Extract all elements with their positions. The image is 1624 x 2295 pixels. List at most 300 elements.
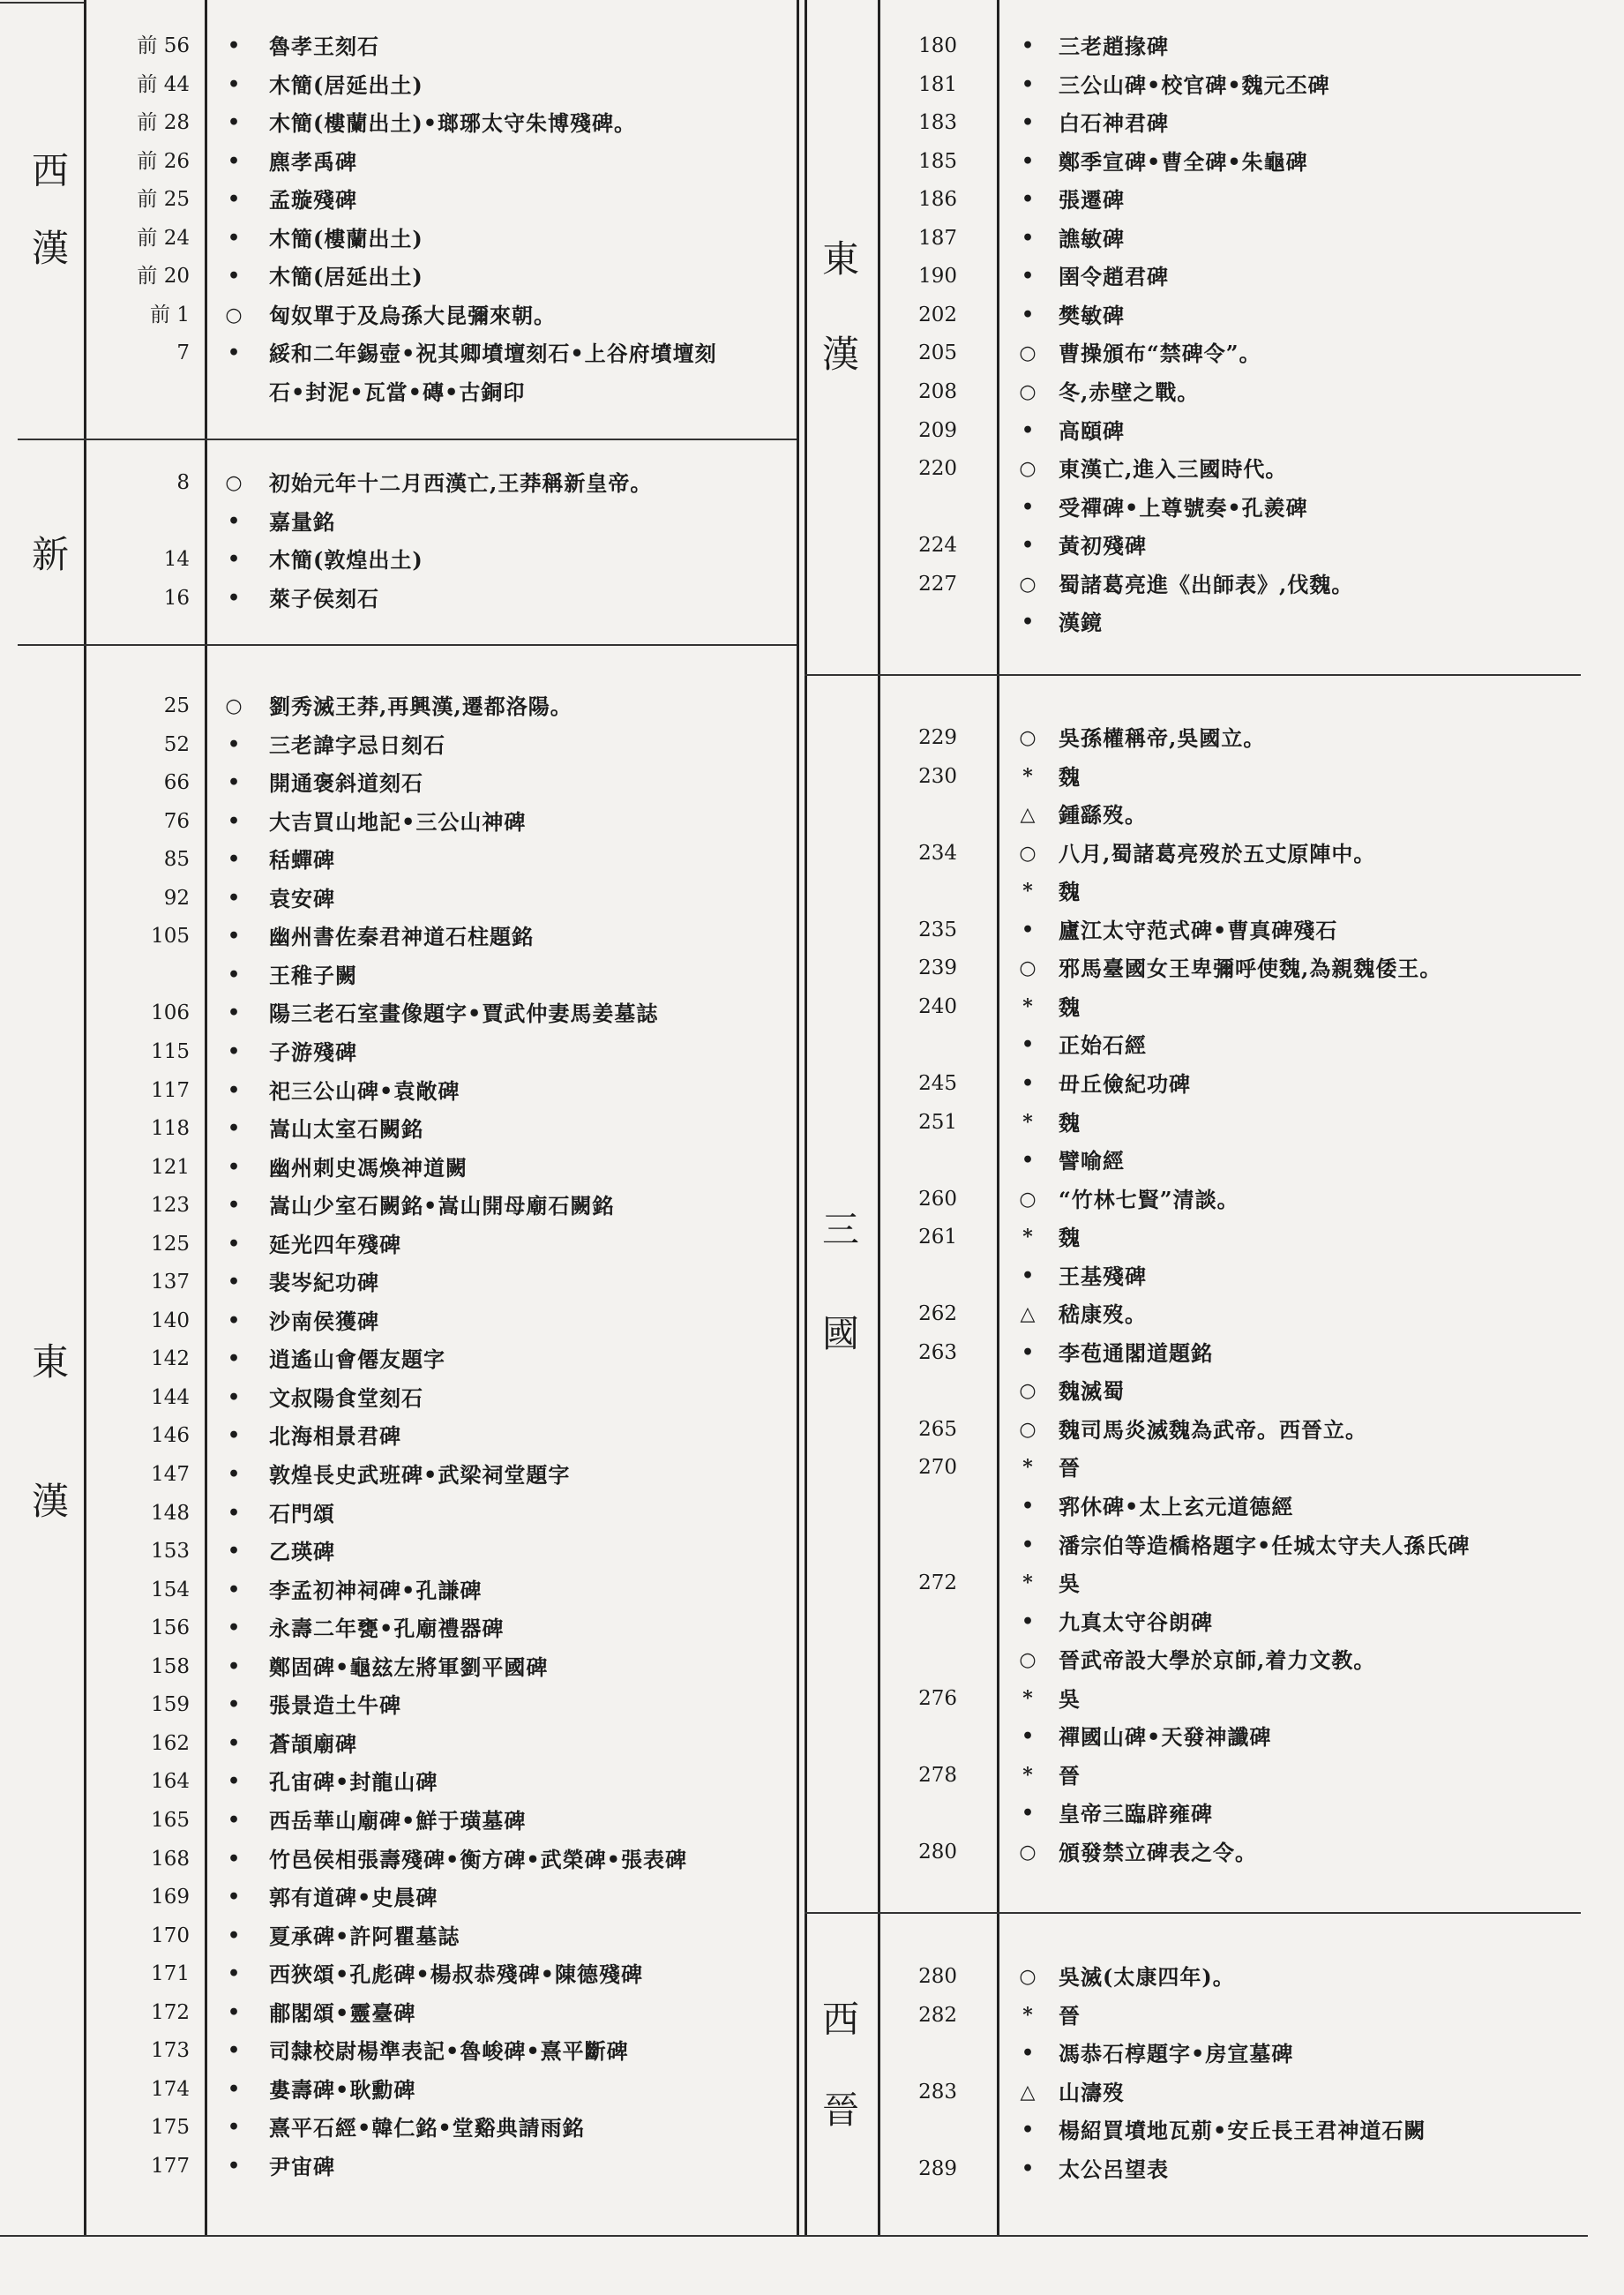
entry-text: 圉令趙君碑 — [1059, 264, 1169, 290]
year-label: 106 — [151, 1001, 190, 1025]
dot-marker-icon: • — [227, 1654, 241, 1678]
dot-marker-icon: • — [227, 1962, 241, 1986]
entry-text: 祀三公山碑•袁敞碑 — [269, 1077, 460, 1104]
year-label: 245 — [918, 1071, 957, 1095]
year-label: 262 — [918, 1302, 957, 1326]
year-label: 156 — [151, 1616, 190, 1640]
year-label: 283 — [918, 2080, 957, 2104]
year-label: 170 — [151, 1924, 190, 1947]
dot-marker-icon: • — [227, 1924, 241, 1947]
entry-text: 木簡(居延出土) — [269, 71, 423, 98]
entry-text: 晉 — [1059, 1455, 1081, 1481]
entry-text: 鄭季宣碑•曹全碑•朱龜碑 — [1059, 148, 1308, 175]
dot-marker-icon: • — [227, 1078, 241, 1102]
entry-text: 譙敏碑 — [1059, 225, 1125, 251]
year-label: 177 — [151, 2154, 190, 2178]
year-label: 前 26 — [137, 149, 190, 173]
entry-text: 張景造土牛碑 — [269, 1692, 401, 1719]
entry-text: 夏承碑•許阿瞿墓誌 — [269, 1923, 460, 1949]
year-label: 235 — [918, 918, 957, 941]
year-label: 172 — [151, 2000, 190, 2024]
entry-text: 三老諱字忌日刻石 — [269, 731, 445, 758]
entry-text: 東漢亡,進入三國時代。 — [1059, 456, 1288, 483]
year-label: 137 — [151, 1271, 190, 1294]
right-year-rule — [997, 0, 999, 2237]
dot-marker-icon: • — [227, 1039, 241, 1063]
year-label: 8 — [176, 471, 190, 494]
entry-text: 魏司馬炎滅魏為武帝。西晉立。 — [1059, 1416, 1367, 1443]
year-label: 276 — [918, 1686, 957, 1710]
year-label: 118 — [151, 1117, 190, 1141]
dot-marker-icon: • — [227, 2154, 241, 2178]
year-label: 164 — [151, 1770, 190, 1794]
dot-marker-icon: • — [1021, 495, 1035, 519]
dot-marker-icon: • — [227, 732, 241, 756]
year-label: 153 — [151, 1540, 190, 1564]
dot-marker-icon: • — [227, 1616, 241, 1640]
entry-text: 漢鏡 — [1059, 610, 1103, 636]
dot-marker-icon: • — [1021, 149, 1035, 173]
circle-marker-icon: ○ — [1019, 341, 1037, 365]
year-label: 168 — [151, 1847, 190, 1871]
left-year-rule — [205, 0, 207, 2237]
entry-text: 匈奴單于及烏孫大昆彌來朝。 — [269, 302, 556, 328]
circle-marker-icon: ○ — [1019, 1379, 1037, 1403]
entry-text: 婁壽碑•耿勳碑 — [269, 2076, 416, 2103]
dot-marker-icon: • — [227, 848, 241, 872]
dot-marker-icon: • — [227, 1232, 241, 1256]
star-marker-icon: * — [1022, 1226, 1033, 1249]
section-divider-xihan-xin — [18, 439, 797, 440]
year-label: 121 — [151, 1155, 190, 1179]
dot-marker-icon: • — [227, 925, 241, 949]
dot-marker-icon: • — [1021, 226, 1035, 250]
dot-marker-icon: • — [227, 1385, 241, 1409]
entry-text: 譬喻經 — [1059, 1148, 1125, 1174]
dot-marker-icon: • — [227, 1847, 241, 1871]
entry-text: 皇帝三臨辟雍碑 — [1059, 1801, 1213, 1827]
left-era-rule — [84, 0, 86, 2237]
dot-marker-icon: • — [227, 2000, 241, 2024]
dot-marker-icon: • — [1021, 2042, 1035, 2066]
dot-marker-icon: • — [227, 548, 241, 572]
dot-marker-icon: • — [227, 1770, 241, 1794]
entry-text: 子游殘碑 — [269, 1039, 357, 1065]
era-label-xihan: 西 漢 — [31, 149, 69, 270]
year-label: 174 — [151, 2077, 190, 2101]
circle-marker-icon: ○ — [1019, 1648, 1037, 1672]
dot-marker-icon: • — [227, 2039, 241, 2063]
entry-text: 魏 — [1059, 879, 1081, 905]
entry-text: 鍾繇歿。 — [1059, 802, 1147, 829]
year-label: 202 — [918, 303, 957, 326]
circle-marker-icon: ○ — [1019, 1965, 1037, 1988]
year-label: 187 — [918, 226, 957, 250]
dot-marker-icon: • — [227, 34, 241, 57]
circle-marker-icon: ○ — [225, 694, 243, 717]
star-marker-icon: * — [1022, 2003, 1033, 2027]
year-label: 52 — [163, 732, 190, 756]
entry-text: 白石神君碑 — [1059, 110, 1169, 137]
dot-marker-icon: • — [227, 1731, 241, 1755]
entry-text: 初始元年十二月西漢亡,王莽稱新皇帝。 — [269, 470, 653, 496]
section-divider-sanguo-xijin — [805, 1912, 1581, 1914]
year-label: 180 — [918, 34, 957, 57]
year-label: 前 28 — [137, 111, 190, 135]
entry-text: 西狹頌•孔彪碑•楊叔恭殘碑•陳德殘碑 — [269, 1961, 644, 1988]
entry-text: 陽三老石室畫像題字•賈武仲妻馬姜墓誌 — [269, 1001, 659, 1027]
entry-text: 郙閣頌•靈臺碑 — [269, 1999, 416, 2026]
entry-text: 晉 — [1059, 2002, 1081, 2029]
triangle-marker-icon: △ — [1020, 803, 1036, 827]
entry-text: 郛休碑•太上玄元道德經 — [1059, 1494, 1294, 1519]
dot-marker-icon: • — [1021, 1609, 1035, 1633]
dot-marker-icon: • — [1021, 2156, 1035, 2180]
entry-text: 幽州書佐秦君神道石柱題銘 — [269, 924, 534, 950]
entry-text: 張遷碑 — [1059, 187, 1125, 214]
entry-text: 劉秀滅王莽,再興漢,遷都洛陽。 — [269, 694, 573, 719]
entry-text: 魯孝王刻石 — [269, 34, 379, 59]
year-label: 16 — [163, 586, 190, 610]
entry-text: 石門頌 — [269, 1500, 335, 1526]
entry-text: 郭有道碑•史晨碑 — [269, 1885, 438, 1911]
star-marker-icon: * — [1022, 1763, 1033, 1787]
year-label: 230 — [918, 764, 957, 788]
star-marker-icon: * — [1022, 994, 1033, 1018]
dot-marker-icon: • — [1021, 1725, 1035, 1749]
entry-text: 太公呂望表 — [1059, 2156, 1169, 2182]
entry-text: 毌丘儉紀功碑 — [1059, 1070, 1191, 1097]
entry-text: 嵩山少室石闕銘•嵩山開母廟石闕銘 — [269, 1193, 615, 1219]
dot-marker-icon: • — [227, 226, 241, 250]
dot-marker-icon: • — [1021, 188, 1035, 212]
era-label-xijin: 西 晉 — [821, 1998, 859, 2132]
dot-marker-icon: • — [1021, 918, 1035, 941]
year-label: 146 — [151, 1424, 190, 1448]
year-label: 208 — [918, 379, 957, 403]
year-label: 209 — [918, 418, 957, 442]
bottom-rule — [0, 2235, 1588, 2237]
year-label: 220 — [918, 457, 957, 481]
year-label: 260 — [918, 1187, 957, 1211]
entry-text: 魏滅蜀 — [1059, 1378, 1125, 1405]
dot-marker-icon: • — [1021, 1340, 1035, 1364]
year-label: 前 24 — [137, 226, 190, 250]
year-label: 227 — [918, 572, 957, 596]
entry-text: 幽州刺史馮煥神道闕 — [269, 1154, 468, 1181]
entry-text: 吳滅(太康四年)。 — [1059, 1964, 1235, 1990]
entry-text: 頒發禁立碑表之令。 — [1059, 1839, 1257, 1865]
entry-text: 樊敏碑 — [1059, 302, 1125, 328]
year-label: 147 — [151, 1463, 190, 1486]
star-marker-icon: * — [1022, 1456, 1033, 1480]
entry-text: 尹宙碑 — [269, 2153, 335, 2179]
year-label: 105 — [151, 925, 190, 949]
entry-text: 延光四年殘碑 — [269, 1231, 401, 1257]
dot-marker-icon: • — [227, 2077, 241, 2101]
dot-marker-icon: • — [227, 111, 241, 135]
dot-marker-icon: • — [227, 1155, 241, 1179]
year-label: 229 — [918, 726, 957, 749]
entry-text: 高頤碑 — [1059, 417, 1125, 444]
year-label: 154 — [151, 1578, 190, 1601]
entry-text: 木簡(敦煌出土) — [269, 547, 423, 574]
entry-text: 三公山碑•校官碑•魏元丕碑 — [1059, 71, 1330, 98]
entry-text: 王稚子闕 — [269, 962, 357, 988]
dot-marker-icon: • — [227, 1693, 241, 1717]
year-label: 280 — [918, 1965, 957, 1988]
dot-marker-icon: • — [227, 1117, 241, 1141]
entry-text: 永壽二年甕•孔廟禮器碑 — [269, 1616, 505, 1642]
entry-text: 袁安碑 — [269, 885, 335, 911]
triangle-marker-icon: △ — [1020, 1302, 1036, 1326]
circle-marker-icon: ○ — [225, 471, 243, 494]
dot-marker-icon: • — [227, 1309, 241, 1332]
star-marker-icon: * — [1022, 1571, 1033, 1595]
center-rule-a — [797, 0, 799, 2237]
star-marker-icon: * — [1022, 1110, 1033, 1134]
dot-marker-icon: • — [1021, 111, 1035, 135]
entry-text: 木簡(樓蘭出土) — [269, 225, 423, 251]
dot-marker-icon: • — [227, 1463, 241, 1486]
entry-text: 廬江太守范式碑•曹真碑殘石 — [1059, 917, 1338, 943]
entry-text: 孟璇殘碑 — [269, 187, 357, 214]
entry-text: 文叔陽食堂刻石 — [269, 1384, 423, 1411]
dot-marker-icon: • — [227, 1001, 241, 1025]
dot-marker-icon: • — [1021, 611, 1035, 634]
year-label: 261 — [918, 1226, 957, 1249]
entry-text: 黃初殘碑 — [1059, 533, 1147, 559]
dot-marker-icon: • — [227, 1540, 241, 1564]
entry-text: “竹林七賢”清談。 — [1059, 1186, 1239, 1212]
year-label: 282 — [918, 2003, 957, 2027]
entry-text: 北海相景君碑 — [269, 1423, 401, 1450]
dot-marker-icon: • — [1021, 1149, 1035, 1173]
year-label: 181 — [918, 72, 957, 96]
year-label: 186 — [918, 188, 957, 212]
entry-text: 逍遙山會僊友題字 — [269, 1346, 445, 1373]
entry-text: 晉 — [1059, 1762, 1081, 1789]
dot-marker-icon: • — [227, 509, 241, 533]
year-label: 76 — [163, 809, 190, 833]
year-label: 205 — [918, 341, 957, 365]
year-label: 159 — [151, 1693, 190, 1717]
year-label: 183 — [918, 111, 957, 135]
year-label: 158 — [151, 1654, 190, 1678]
dot-marker-icon: • — [227, 1501, 241, 1525]
entry-text: 曹操頒布“禁碑令”。 — [1059, 341, 1261, 367]
year-label: 115 — [151, 1039, 190, 1063]
entry-text: 三老趙掾碑 — [1059, 34, 1169, 59]
entry-text: 晉武帝設大學於京師,着力文教。 — [1059, 1647, 1376, 1674]
dot-marker-icon: • — [227, 886, 241, 910]
year-label: 278 — [918, 1763, 957, 1787]
circle-marker-icon: ○ — [1019, 1840, 1037, 1864]
dot-marker-icon: • — [227, 1424, 241, 1448]
triangle-marker-icon: △ — [1020, 2080, 1036, 2104]
entry-text: 敦煌長史武班碑•武梁祠堂題字 — [269, 1462, 571, 1488]
year-label: 140 — [151, 1309, 190, 1332]
top-rule — [0, 2, 84, 4]
dot-marker-icon: • — [1021, 534, 1035, 558]
entry-text: 八月,蜀諸葛亮歿於五丈原陣中。 — [1059, 840, 1376, 866]
entry-text: 石•封泥•瓦當•磚•古銅印 — [269, 379, 526, 405]
year-label: 123 — [151, 1194, 190, 1218]
dot-marker-icon: • — [227, 771, 241, 795]
dot-marker-icon: • — [227, 1194, 241, 1218]
entry-text: 邪馬臺國女王卑彌呼使魏,為親魏倭王。 — [1059, 956, 1442, 982]
circle-marker-icon: ○ — [1019, 572, 1037, 596]
entry-text: 鄭固碑•龜玆左將軍劉平國碑 — [269, 1654, 549, 1680]
year-label: 171 — [151, 1962, 190, 1986]
entry-text: 魏 — [1059, 763, 1081, 790]
entry-text: 大吉買山地記•三公山神碑 — [269, 808, 527, 835]
entry-text: 嵇康歿。 — [1059, 1301, 1147, 1328]
entry-text: 秳蟬碑 — [269, 847, 335, 874]
dot-marker-icon: • — [227, 149, 241, 173]
dot-marker-icon: • — [227, 1578, 241, 1601]
entry-text: 蜀諸葛亮進《出師表》,伐魏。 — [1059, 571, 1354, 597]
circle-marker-icon: ○ — [1019, 956, 1037, 980]
circle-marker-icon: ○ — [1019, 457, 1037, 481]
dot-marker-icon: • — [1021, 265, 1035, 289]
dot-marker-icon: • — [227, 341, 241, 365]
year-label: 125 — [151, 1232, 190, 1256]
dot-marker-icon: • — [1021, 418, 1035, 442]
year-label: 前 20 — [137, 265, 190, 289]
entry-text: 魏 — [1059, 1109, 1081, 1136]
year-label: 148 — [151, 1501, 190, 1525]
era-label-donghan: 東 漢 — [31, 1340, 69, 1523]
dot-marker-icon: • — [227, 1271, 241, 1294]
entry-text: 麃孝禹碑 — [269, 148, 357, 175]
entry-text: 王基殘碑 — [1059, 1263, 1147, 1289]
year-label: 173 — [151, 2039, 190, 2063]
entry-text: 馮恭石椁題字•房宣墓碑 — [1059, 2041, 1294, 2067]
entry-text: 正始石經 — [1059, 1032, 1147, 1059]
year-label: 7 — [176, 341, 190, 365]
year-label: 162 — [151, 1731, 190, 1755]
circle-marker-icon: ○ — [1019, 379, 1037, 403]
dot-marker-icon: • — [227, 1347, 241, 1371]
entry-text: 竹邑侯相張壽殘碑•衡方碑•武榮碑•張表碑 — [269, 1846, 688, 1872]
era-label-xin: 新 — [31, 533, 69, 576]
entry-text: 受禪碑•上尊號奏•孔羨碑 — [1059, 494, 1308, 521]
entry-text: 山濤歿 — [1059, 2079, 1125, 2105]
dot-marker-icon: • — [227, 586, 241, 610]
entry-text: 嵩山太室石闕銘 — [269, 1116, 423, 1143]
star-marker-icon: * — [1022, 764, 1033, 788]
entry-text: 開通褒斜道刻石 — [269, 770, 423, 797]
dot-marker-icon: • — [1021, 1495, 1035, 1518]
year-label: 239 — [918, 956, 957, 980]
entry-text: 蒼頡廟碑 — [269, 1730, 357, 1757]
year-label: 165 — [151, 1808, 190, 1832]
dot-marker-icon: • — [227, 1886, 241, 1909]
dot-marker-icon: • — [1021, 1033, 1035, 1057]
star-marker-icon: * — [1022, 880, 1033, 904]
year-label: 前 1 — [150, 303, 190, 326]
dot-marker-icon: • — [1021, 1533, 1035, 1556]
dot-marker-icon: • — [1021, 1802, 1035, 1826]
entry-text: 乙瑛碑 — [269, 1539, 335, 1565]
year-label: 280 — [918, 1840, 957, 1864]
entry-text: 魏 — [1059, 1225, 1081, 1251]
dot-marker-icon: • — [227, 2116, 241, 2140]
dot-marker-icon: • — [1021, 72, 1035, 96]
entry-text: 吳孫權稱帝,吳國立。 — [1059, 725, 1266, 751]
entry-text: 禪國山碑•天發神讖碑 — [1059, 1724, 1272, 1751]
year-label: 169 — [151, 1886, 190, 1909]
entry-text: 綏和二年錫壺•祝其卿墳壇刻石•上谷府墳壇刻 — [269, 341, 717, 367]
year-label: 224 — [918, 534, 957, 558]
section-divider-donghan-sanguo — [805, 674, 1581, 676]
year-label: 175 — [151, 2116, 190, 2140]
year-label: 240 — [918, 994, 957, 1018]
era-label-sanguo: 三 國 — [821, 1208, 859, 1355]
entry-text: 西岳華山廟碑•鮮于璜墓碑 — [269, 1807, 527, 1834]
year-label: 272 — [918, 1571, 957, 1595]
entry-text: 木簡(居延出土) — [269, 264, 423, 290]
year-label: 234 — [918, 841, 957, 865]
dot-marker-icon: • — [227, 963, 241, 986]
entry-text: 九真太守谷朗碑 — [1059, 1609, 1213, 1635]
circle-marker-icon: ○ — [1019, 726, 1037, 749]
circle-marker-icon: ○ — [1019, 1417, 1037, 1441]
entry-text: 裴岑紀功碑 — [269, 1270, 379, 1296]
entry-text: 李苞通閣道題銘 — [1059, 1339, 1213, 1366]
entry-text: 熹平石經•韓仁銘•堂谿典請雨銘 — [269, 2115, 585, 2141]
entry-text: 楊紹買墳地瓦莂•安丘長王君神道石闕 — [1059, 2118, 1426, 2144]
dot-marker-icon: • — [1021, 1264, 1035, 1287]
star-marker-icon: * — [1022, 1686, 1033, 1710]
year-label: 前 56 — [137, 34, 190, 57]
entry-text: 孔宙碑•封龍山碑 — [269, 1769, 438, 1796]
entry-text: 吳 — [1059, 1571, 1081, 1597]
entry-text: 木簡(樓蘭出土)•瑯琊太守朱博殘碑。 — [269, 110, 637, 137]
year-label: 66 — [163, 771, 190, 795]
entry-text: 潘宗伯等造橋格題字•任城太守夫人孫氏碑 — [1059, 1532, 1471, 1558]
year-label: 前 44 — [137, 72, 190, 96]
year-label: 144 — [151, 1385, 190, 1409]
year-label: 前 25 — [137, 188, 190, 212]
year-label: 185 — [918, 149, 957, 173]
year-label: 190 — [918, 265, 957, 289]
circle-marker-icon: ○ — [225, 303, 243, 326]
year-label: 251 — [918, 1110, 957, 1134]
dot-marker-icon: • — [227, 809, 241, 833]
dot-marker-icon: • — [1021, 34, 1035, 57]
entry-text: 司隸校尉楊準表記•魯峻碑•熹平斷碑 — [269, 2038, 629, 2065]
entry-text: 萊子侯刻石 — [269, 585, 379, 611]
circle-marker-icon: ○ — [1019, 841, 1037, 865]
year-label: 117 — [151, 1078, 190, 1102]
year-label: 265 — [918, 1417, 957, 1441]
dot-marker-icon: • — [227, 188, 241, 212]
circle-marker-icon: ○ — [1019, 1187, 1037, 1211]
dot-marker-icon: • — [1021, 1071, 1035, 1095]
entry-text: 冬,赤壁之戰。 — [1059, 379, 1200, 405]
dot-marker-icon: • — [227, 72, 241, 96]
year-label: 85 — [163, 848, 190, 872]
entry-text: 李孟初神祠碑•孔謙碑 — [269, 1577, 483, 1603]
year-label: 270 — [918, 1456, 957, 1480]
era-label-donghan-cont: 東 漢 — [821, 237, 859, 376]
section-divider-xin-donghan — [18, 644, 797, 646]
year-label: 142 — [151, 1347, 190, 1371]
entry-text: 魏 — [1059, 994, 1081, 1020]
year-label: 14 — [163, 548, 190, 572]
